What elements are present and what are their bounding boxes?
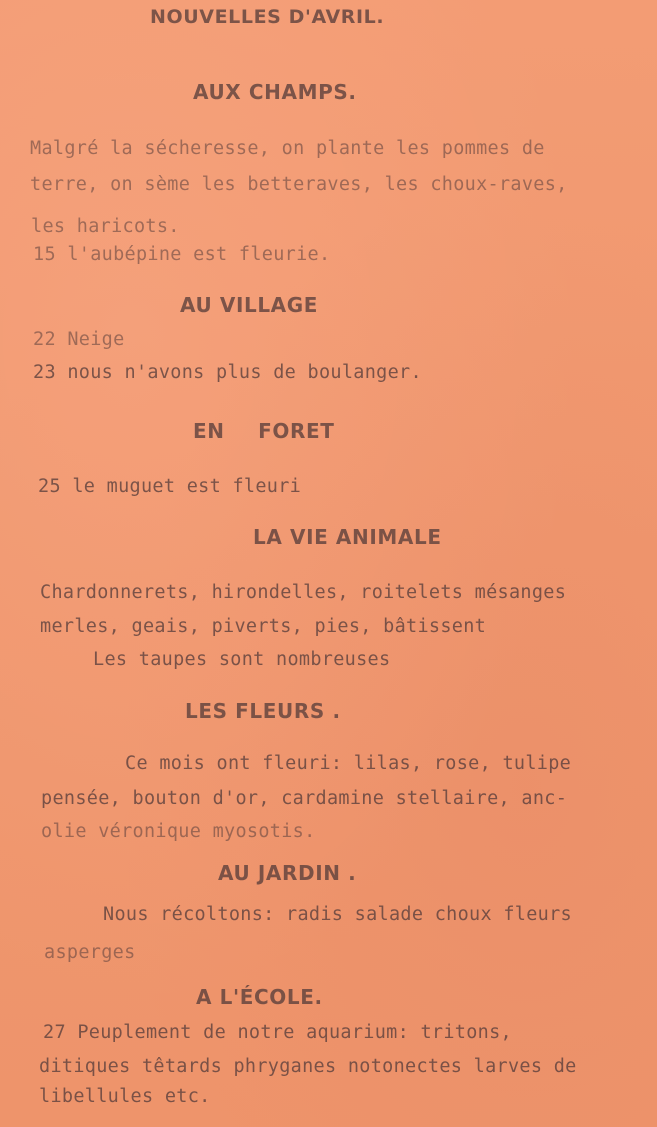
section-heading-au-jardin: AU JARDIN . — [218, 861, 357, 885]
section-line: merles, geais, piverts, pies, bâtissent — [40, 616, 487, 637]
section-line: 27 Peuplement de notre aquarium: tritons, — [43, 1022, 512, 1043]
section-line: Les taupes sont nombreuses — [93, 649, 391, 670]
section-line: olie véronique myosotis. — [41, 821, 316, 842]
section-line: pensée, bouton d'or, cardamine stellaire, anc- — [41, 788, 568, 809]
section-line: les haricots. — [31, 216, 180, 237]
section-line: libellules etc. — [39, 1086, 211, 1107]
section-heading-les-fleurs: LES FLEURS . — [185, 699, 341, 723]
section-line: 23 nous n'avons plus de boulanger. — [33, 362, 422, 383]
section-line: asperges — [44, 942, 136, 963]
section-line: 25 le muguet est fleuri — [38, 476, 302, 497]
section-heading-aux-champs: AUX CHAMPS. — [193, 80, 357, 104]
section-line: 22 Neige — [33, 329, 125, 350]
section-heading-a-l-ecole: A L'ÉCOLE. — [196, 985, 323, 1009]
section-heading-la-vie-animale: LA VIE ANIMALE — [253, 525, 442, 549]
section-line: Ce mois ont fleuri: lilas, rose, tulipe — [125, 753, 572, 774]
section-line: Nous récoltons: radis salade choux fleurs — [103, 904, 572, 925]
section-line: ditiques têtards phryganes notonectes larves de — [39, 1056, 577, 1077]
section-line: Chardonnerets, hirondelles, roitelets mésanges — [40, 582, 567, 603]
section-line: Malgré la sécheresse, on plante les pommes de — [30, 138, 545, 159]
document-title: NOUVELLES D'AVRIL. — [150, 6, 385, 28]
section-heading-au-village: AU VILLAGE — [180, 293, 319, 317]
section-line: 15 l'aubépine est fleurie. — [33, 244, 331, 265]
section-line: terre, on sème les betteraves, les choux-raves, — [30, 174, 568, 195]
section-heading-en-foret: EN FORET — [193, 419, 335, 443]
